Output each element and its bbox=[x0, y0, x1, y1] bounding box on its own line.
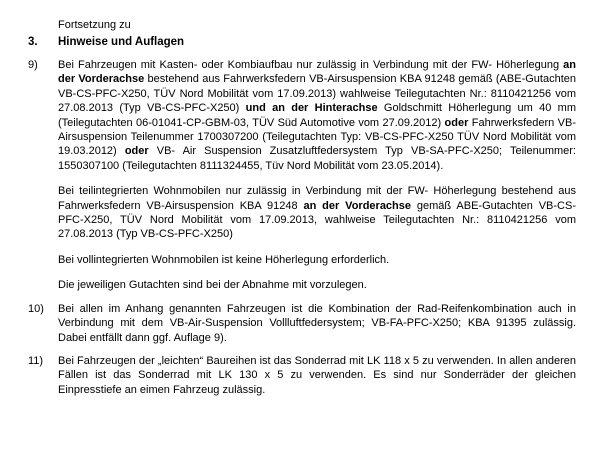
clause-paragraph bbox=[58, 184, 576, 242]
section-title: Hinweise und Auflagen bbox=[58, 36, 185, 48]
body-text: Die jeweiligen Gutachten sind bei der Abnahme mit vorzulegen. bbox=[58, 279, 367, 292]
emphasis-text: oder bbox=[444, 116, 469, 129]
clause-body bbox=[58, 58, 576, 293]
body-text: Bei vollintegrierten Wohnmobilen ist keine Höherlegung erforderlich. bbox=[58, 253, 390, 266]
emphasis-text: an der Vorderachse bbox=[58, 59, 576, 86]
clause-paragraph bbox=[58, 58, 576, 173]
clause-number: 11) bbox=[28, 354, 44, 367]
body-text: bestehend aus Fahrwerksfedern VB-Airsuspension KBA 91248 gemäß (ABE-Gutachten VB-CS-PFC-X250, TÜV Nord Mobilität vom 17.09.2013) wahlweise Teilegutachten Nr.: 8110421256 vom 27.08.2013 (Typ VB-CS-PFC-X250) bbox=[58, 73, 576, 115]
clause-item bbox=[28, 302, 576, 345]
clause-paragraph bbox=[58, 253, 576, 267]
body-text: VB- Air Suspension Zusatzluftfedersystem Typ VB-SA-PFC-X250; Teilenummer: 1550307100 (Teilegutachten 8111324455, Tüv Nord Mobilität vom 23.05.2014). bbox=[58, 145, 576, 172]
body-text: gemäß ABE-Gutachten VB-CS-PFC-X250, TÜV Nord Mobilität vom 17.09.2013, wahlweise Teilegutachten Nr.: 8110421256 vom 27.08.2013 (Typ VB-CS-PFC-X250) bbox=[58, 199, 576, 241]
body-text: Fahrwerksfedern VB-Airsuspension Teilenummer 1700307200 (Teilegutachten Typ: VB-CS-PFC-X250 TÜV Nord Mobilität vom 19.03.2012) bbox=[58, 116, 576, 158]
items-list bbox=[28, 58, 576, 397]
clause-item bbox=[28, 354, 576, 397]
body-text: Bei Fahrzeugen der „leichten“ Baureihen ist das Sonderrad mit LK 118 x 5 zu verwenden. In allen anderen Fällen ist das Sonderrad mit LK 130 x 5 zu verwenden. Es sind nur Sonderräder der gleichen Einpresstiefe an eimen Fahrzeug zulässig. bbox=[58, 354, 576, 396]
clause-number: 10) bbox=[28, 302, 44, 315]
body-text: Goldschmitt Höherlegung um 40 mm (Teilegutachten 06-01041-CP-GBM-03, TÜV Süd Automotive vom 27.09.2012) bbox=[58, 102, 576, 129]
emphasis-text: an der Vorderachse bbox=[303, 199, 412, 212]
clause-body bbox=[58, 354, 576, 397]
body-text: Bei Fahrzeugen mit Kasten- oder Kombiaufbau nur zulässig in Verbindung mit der FW- Höherlegung bbox=[58, 59, 564, 71]
body-text: Bei allen im Anhang genannten Fahrzeugen ist die Kombination der Rad-Reifenkombination auch in Verbindung mit dem VB-Air-Suspension Vollluftfedersystem; VB-FA-PFC-X250; KBA 91395 zulässig. Dabei entfällt dann ggf. Auflage 9). bbox=[58, 302, 576, 344]
section-number: 3. bbox=[28, 36, 38, 48]
emphasis-text: und an der Hinterachse bbox=[245, 102, 378, 115]
clause-body bbox=[58, 302, 576, 345]
clause-paragraph bbox=[58, 302, 576, 345]
body-text: Bei teilintegrierten Wohnmobilen nur zulässig in Verbindung mit der FW- Höherlegung bestehend aus Fahrwerksfedern VB-Airsuspension KBA 91248 bbox=[58, 185, 576, 212]
clause-item bbox=[28, 58, 576, 293]
clause-paragraph bbox=[58, 278, 576, 292]
clause-number: 9) bbox=[28, 59, 38, 71]
continuation-label: Fortsetzung zu bbox=[58, 19, 131, 31]
clause-paragraph bbox=[58, 354, 576, 397]
emphasis-text: oder bbox=[124, 145, 149, 158]
section-heading bbox=[28, 36, 576, 48]
